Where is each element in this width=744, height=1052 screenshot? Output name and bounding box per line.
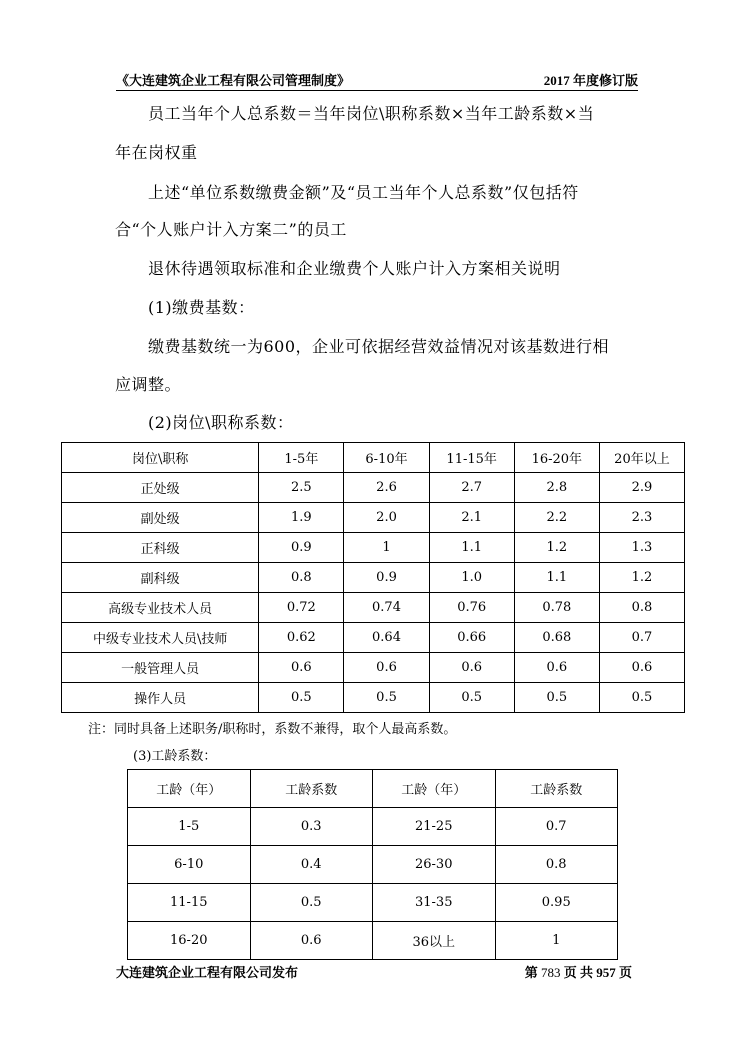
table-row <box>62 623 685 653</box>
table-cell: 2.0 <box>344 503 429 533</box>
table-cell: 0.5 <box>344 683 429 713</box>
table-header-cell: 16-20年 <box>514 443 599 473</box>
paragraph-formula-line1: 员工当年个人总系数＝当年岗位\职称系数×当年工龄系数×当 <box>148 104 595 123</box>
table-cell: 高级专业技术人员 <box>62 593 259 623</box>
paragraph-scope-line1: 上述“单位系数缴费金额”及“员工当年个人总系数”仅包括符 <box>148 183 579 202</box>
table-cell: 0.5 <box>599 683 684 713</box>
footer-page-total: 957 <box>596 965 616 980</box>
table-header-cell: 20年以上 <box>599 443 684 473</box>
paragraph-subsection-2: (2)岗位\职称系数： <box>148 413 294 432</box>
table-row <box>62 593 685 623</box>
position-coefficient-table <box>61 442 685 713</box>
table-cell: 0.7 <box>495 808 618 846</box>
table-cell: 正处级 <box>62 473 259 503</box>
table-row <box>62 563 685 593</box>
table-cell: 2.1 <box>429 503 514 533</box>
paragraph-section-title: 退休待遇领取标准和企业缴费个人账户计入方案相关说明 <box>148 259 561 278</box>
table-cell: 一般管理人员 <box>62 653 259 683</box>
footer-page-mid: 页 共 <box>563 965 593 980</box>
table-cell: 16-20 <box>128 922 251 960</box>
table-row <box>62 653 685 683</box>
seniority-coefficient-table <box>127 769 618 960</box>
table-cell: 0.8 <box>259 563 344 593</box>
paragraph-base-line2: 应调整。 <box>115 375 182 394</box>
footer-page-prefix: 第 <box>524 965 538 980</box>
table-row <box>62 683 685 713</box>
table-cell: 0.78 <box>514 593 599 623</box>
table-cell: 11-15 <box>128 884 251 922</box>
table-cell: 0.6 <box>429 653 514 683</box>
paragraph-base-line1: 缴费基数统一为600，企业可依据经营效益情况对该基数进行相 <box>148 337 610 356</box>
table-row <box>62 533 685 563</box>
table-cell: 1.1 <box>429 533 514 563</box>
table-cell: 1.1 <box>514 563 599 593</box>
table-cell: 2.7 <box>429 473 514 503</box>
header-doc-title: 《大连建筑企业工程有限公司管理制度》 <box>116 73 351 88</box>
table-cell: 2.5 <box>259 473 344 503</box>
table-cell: 2.6 <box>344 473 429 503</box>
table-cell: 36以上 <box>372 922 495 960</box>
table-header-cell: 6-10年 <box>344 443 429 473</box>
table-row <box>62 473 685 503</box>
table-cell: 26-30 <box>372 846 495 884</box>
table-header-row <box>128 770 618 808</box>
table-cell: 0.76 <box>429 593 514 623</box>
table-cell: 0.5 <box>514 683 599 713</box>
table-cell: 0.6 <box>514 653 599 683</box>
table-cell: 0.6 <box>599 653 684 683</box>
table-cell: 1.0 <box>429 563 514 593</box>
table-cell: 0.66 <box>429 623 514 653</box>
table-cell: 0.9 <box>344 563 429 593</box>
table-cell: 21-25 <box>372 808 495 846</box>
table-header-cell: 工龄（年） <box>128 770 251 808</box>
table-cell: 0.64 <box>344 623 429 653</box>
table-cell: 正科级 <box>62 533 259 563</box>
table-row <box>128 884 618 922</box>
table-cell: 31-35 <box>372 884 495 922</box>
footer-publisher: 大连建筑企业工程有限公司发布 <box>116 965 299 980</box>
table-cell: 1.2 <box>514 533 599 563</box>
paragraph-formula-line2: 年在岗权重 <box>115 143 198 162</box>
table-cell: 2.8 <box>514 473 599 503</box>
header-edition: 2017 年度修订版 <box>543 73 638 88</box>
table-cell: 副处级 <box>62 503 259 533</box>
table-cell: 0.9 <box>259 533 344 563</box>
table-header-cell: 工龄（年） <box>372 770 495 808</box>
table-cell: 0.7 <box>599 623 684 653</box>
paragraph-subsection-1: (1)缴费基数： <box>148 298 255 317</box>
table-cell: 2.9 <box>599 473 684 503</box>
table-cell: 0.6 <box>259 653 344 683</box>
table-cell: 1-5 <box>128 808 251 846</box>
footer-page-suffix: 页 <box>618 965 632 980</box>
table-note: 注：同时具备上述职务/职称时，系数不兼得，取个人最高系数。 <box>88 722 457 737</box>
table-row <box>62 503 685 533</box>
subsection-3-title: (3)工龄系数： <box>133 749 217 764</box>
table-cell: 1 <box>495 922 618 960</box>
table-cell: 1.2 <box>599 563 684 593</box>
table-cell: 0.6 <box>250 922 372 960</box>
table-header-cell: 工龄系数 <box>495 770 618 808</box>
table-cell: 中级专业技术人员\技师 <box>62 623 259 653</box>
table-cell: 操作人员 <box>62 683 259 713</box>
table-cell: 2.3 <box>599 503 684 533</box>
table-header-cell: 11-15年 <box>429 443 514 473</box>
table-cell: 0.4 <box>250 846 372 884</box>
table-cell: 1.3 <box>599 533 684 563</box>
table-cell: 0.62 <box>259 623 344 653</box>
table-cell: 0.8 <box>599 593 684 623</box>
table-cell: 0.5 <box>429 683 514 713</box>
table-cell: 0.68 <box>514 623 599 653</box>
table-header-cell: 岗位\职称 <box>62 443 259 473</box>
table-cell: 0.5 <box>259 683 344 713</box>
page-header <box>116 70 638 91</box>
table-cell: 0.72 <box>259 593 344 623</box>
table-cell: 1 <box>344 533 429 563</box>
table-cell: 2.2 <box>514 503 599 533</box>
table-header-cell: 1-5年 <box>259 443 344 473</box>
table-row <box>128 846 618 884</box>
paragraph-scope-line2: 合“个人账户计入方案二”的员工 <box>115 220 347 239</box>
table-row <box>128 922 618 960</box>
table-header-cell: 工龄系数 <box>250 770 372 808</box>
table-cell: 副科级 <box>62 563 259 593</box>
table-cell: 6-10 <box>128 846 251 884</box>
table-cell: 0.8 <box>495 846 618 884</box>
table-cell: 1.9 <box>259 503 344 533</box>
table-row <box>128 808 618 846</box>
table-cell: 0.5 <box>250 884 372 922</box>
table-cell: 0.95 <box>495 884 618 922</box>
table-cell: 0.6 <box>344 653 429 683</box>
table-cell: 0.3 <box>250 808 372 846</box>
footer-page-current: 783 <box>540 965 561 980</box>
table-cell: 0.74 <box>344 593 429 623</box>
table-header-row <box>62 443 685 473</box>
footer-page-number <box>525 962 632 981</box>
